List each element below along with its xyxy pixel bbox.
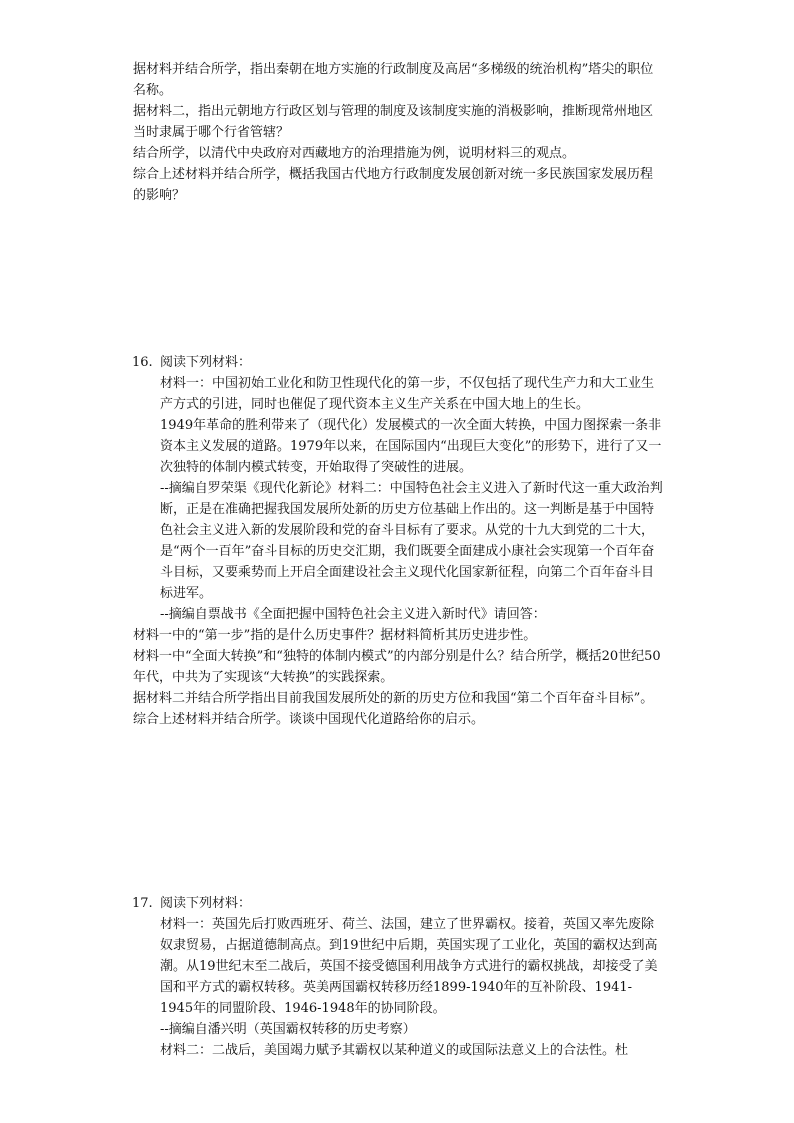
question-17-number: 17. <box>132 896 153 911</box>
q16-material-1-continued: 1949年革命的胜利带来了（现代化）发展模式的一次全面大转换，中国力图探索一条非资本主义发展的道路。1979年以来，在国际国内“出现巨大变化”的形势下，进行了又一次独特的体制内模式转变，开始取得了突破性的进展。 <box>160 418 662 475</box>
q16-source-2: --摘编自票战书《全面把握中国特色社会主义进入新时代》请回答： <box>160 607 546 622</box>
q17-material-1: 材料一：英国先后打败西班牙、荷兰、法国，建立了世界霸权。接着，英国又率先废除奴隶贸易，占据道德制高点。到19世纪中后期，英国实现了工业化，英国的霸权达到高潮。从19世纪末至二战后，英国不接受德国利用战争方式进行的霸权挑战，却接受了美国和平方式的霸权转移。英美两国霸权转移历经1899-1940年的互补阶段、1941-1945年的同盟阶段、1946-1948年的协同阶段。 <box>160 917 658 1016</box>
question-15-block <box>133 59 663 206</box>
q16-material-1: 材料一：中国初始工业化和防卫性现代化的第一步，不仅包括了现代生产力和大工业生产方式的引进，同时也催促了现代资本主义生产关系在中国大地上的生长。 <box>160 376 655 412</box>
q17-material-2: 材料二：二战后，美国竭力赋予其霸权以某种道义的或国际法意义上的合法性。杜 <box>160 1043 629 1058</box>
q16-subquestion-3: 据材料二并结合所学指出目前我国发展所处的新的历史方位和我国“第二个百年奋斗目标”。 <box>133 691 654 706</box>
q16-materials <box>133 373 663 625</box>
q15-subquestion-2: 据材料二，指出元朝地方行政区划与管理的制度及该制度实施的消极影响，推断现常州地区当时隶属于哪个行省管辖？ <box>133 104 654 140</box>
q16-subquestion-2: 材料一中“全面大转换”和“独特的体制内模式”的内部分别是什么？结合所学，概括20世纪50年代，中共为了实现该“大转换”的实践探索。 <box>133 649 661 685</box>
q16-intro: 阅读下列材料： <box>160 355 252 370</box>
q17-intro: 阅读下列材料： <box>160 896 252 911</box>
q16-source-1-and-material-2: --摘编自罗荣渠《现代化新论》材料二：中国特色社会主义进入了新时代这一重大政治判断，正是在准确把握我国发展所处新的历史方位基础上作出的。这一判断是基于中国特色社会主义进入新的发展阶段和党的奋斗目标有了要求。从党的十九大到党的二十大，是“两个一百年”奋斗目标的历史交汇期，我们既要全面建成小康社会实现第一个百年奋斗目标，又要乘势而上开启全面建设社会主义现代化国家新征程，向第二个百年奋斗目标进军。 <box>160 481 663 601</box>
question-16-block <box>133 352 663 730</box>
question-16-number: 16. <box>132 355 153 370</box>
question-17-block <box>133 893 663 1061</box>
q17-materials <box>133 914 663 1061</box>
q15-subquestion-4: 综合上述材料并结合所学，概括我国古代地方行政制度发展创新对统一多民族国家发展历程的影响？ <box>133 167 654 203</box>
q15-subquestion-1: 据材料并结合所学，指出秦朝在地方实施的行政制度及高居“多梯级的统治机构”塔尖的职位名称。 <box>133 62 654 98</box>
q17-source-1: --摘编自潘兴明（英国霸权转移的历史考察） <box>160 1022 416 1037</box>
q15-subquestion-3: 结合所学，以清代中央政府对西藏地方的治理措施为例，说明材料三的观点。 <box>133 146 576 161</box>
q16-subquestion-4: 综合上述材料并结合所学。谈谈中国现代化道路给你的启示。 <box>133 712 485 727</box>
q16-subquestion-1: 材料一中的“第一步”指的是什么历史事件？据材料简析其历史进步性。 <box>133 628 537 643</box>
